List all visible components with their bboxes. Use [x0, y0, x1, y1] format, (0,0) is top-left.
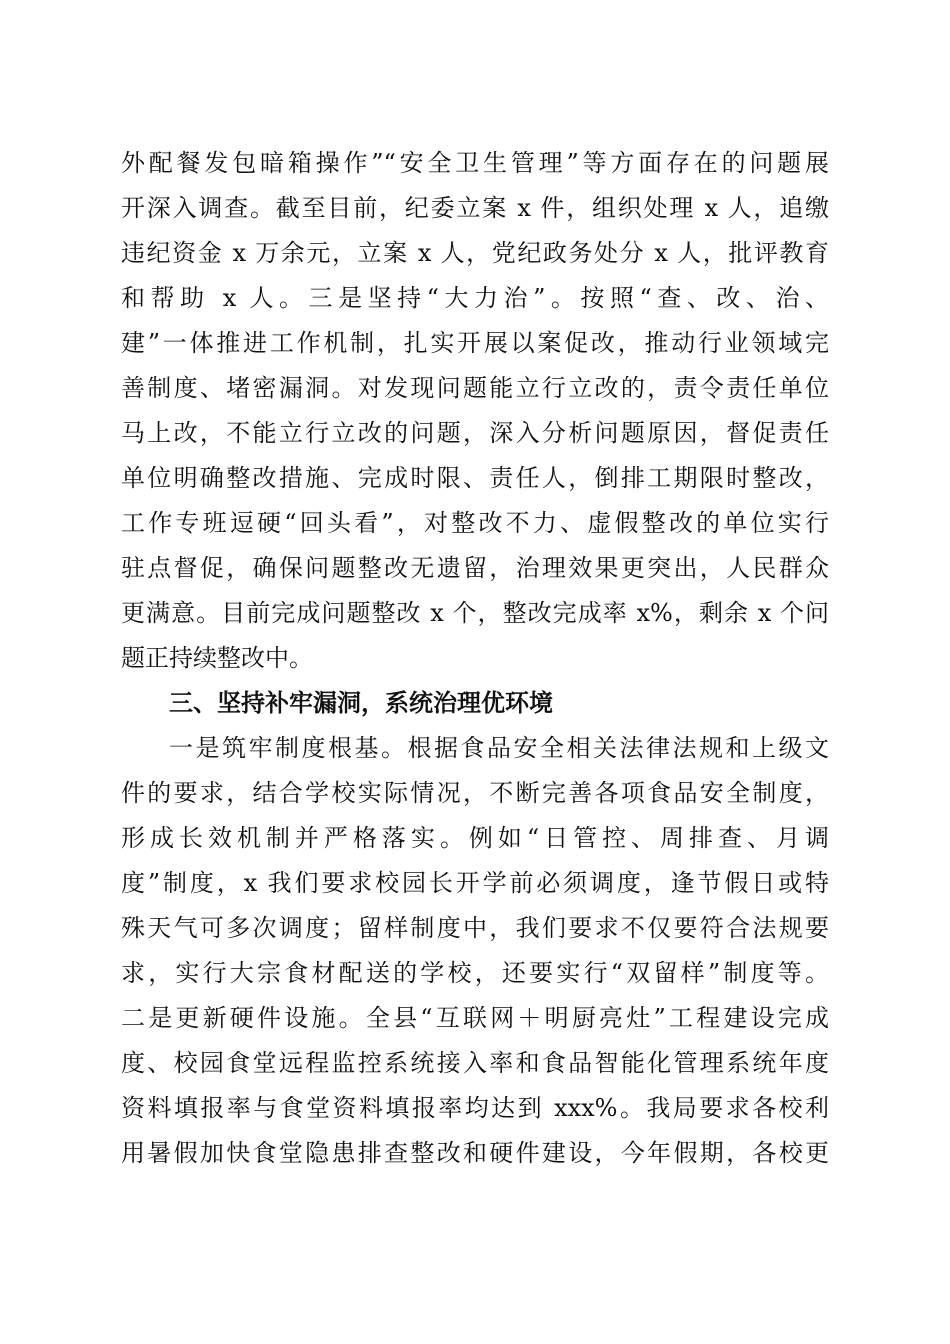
paragraph1-line: 善制度、堵密漏洞。对发现问题能立行立改的，责令责任单位	[121, 374, 829, 402]
paragraph2-line: 度、校园食堂远程监控系统接入率和食品智能化管理系统年度	[121, 1049, 829, 1077]
paragraph1-line: 外配餐发包暗箱操作”“安全卫生管理”等方面存在的问题展	[121, 149, 829, 177]
section-heading: 三、坚持补牢漏洞，系统治理优环境	[169, 689, 553, 717]
paragraph1-line: 开深入调查。截至目前，纪委立案 x 件，组织处理 x 人，追缴	[121, 194, 829, 222]
paragraph2-line: 殊天气可多次调度；留样制度中，我们要求不仅要符合法规要	[121, 914, 829, 942]
paragraph2-line: 件的要求，结合学校实际情况，不断完善各项食品安全制度，	[121, 779, 829, 807]
paragraph1-line: 驻点督促，确保问题整改无遗留，治理效果更突出，人民群众	[121, 554, 829, 582]
paragraph1-line: 马上改，不能立行立改的问题，深入分析问题原因，督促责任	[121, 419, 829, 447]
paragraph1-line: 建”一体推进工作机制，扎实开展以案促改，推动行业领域完	[121, 329, 829, 357]
paragraph2-line: 用暑假加快食堂隐患排查整改和硬件建设，今年假期，各校更	[121, 1139, 829, 1167]
paragraph1-line: 和帮助 x 人。三是坚持“大力治”。按照“查、改、治、	[121, 284, 829, 312]
paragraph1-line: 单位明确整改措施、完成时限、责任人，倒排工期限时整改，	[121, 464, 829, 492]
paragraph2-line: 资料填报率与食堂资料填报率均达到 xxx%。我局要求各校利	[121, 1094, 829, 1122]
paragraph2-line: 度”制度，x 我们要求校园长开学前必须调度，逢节假日或特	[121, 869, 829, 897]
paragraph1-line: 工作专班逗硬“回头看”，对整改不力、虚假整改的单位实行	[121, 509, 829, 537]
paragraph2-line: 形成长效机制并严格落实。例如“日管控、周排查、月调	[121, 824, 829, 852]
paragraph2-line: 求，实行大宗食材配送的学校，还要实行“双留样”制度等。	[121, 959, 829, 987]
paragraph1-line: 题正持续整改中。	[121, 644, 313, 672]
paragraph1-line: 更满意。目前完成问题整改 x 个，整改完成率 x%，剩余 x 个问	[121, 599, 829, 627]
paragraph1-line: 违纪资金 x 万余元，立案 x 人，党纪政务处分 x 人，批评教育	[121, 239, 829, 267]
paragraph2-line: 二是更新硬件设施。全县“互联网＋明厨亮灶”工程建设完成	[121, 1004, 829, 1032]
paragraph2-line: 一是筑牢制度根基。根据食品安全相关法律法规和上级文	[169, 734, 829, 762]
